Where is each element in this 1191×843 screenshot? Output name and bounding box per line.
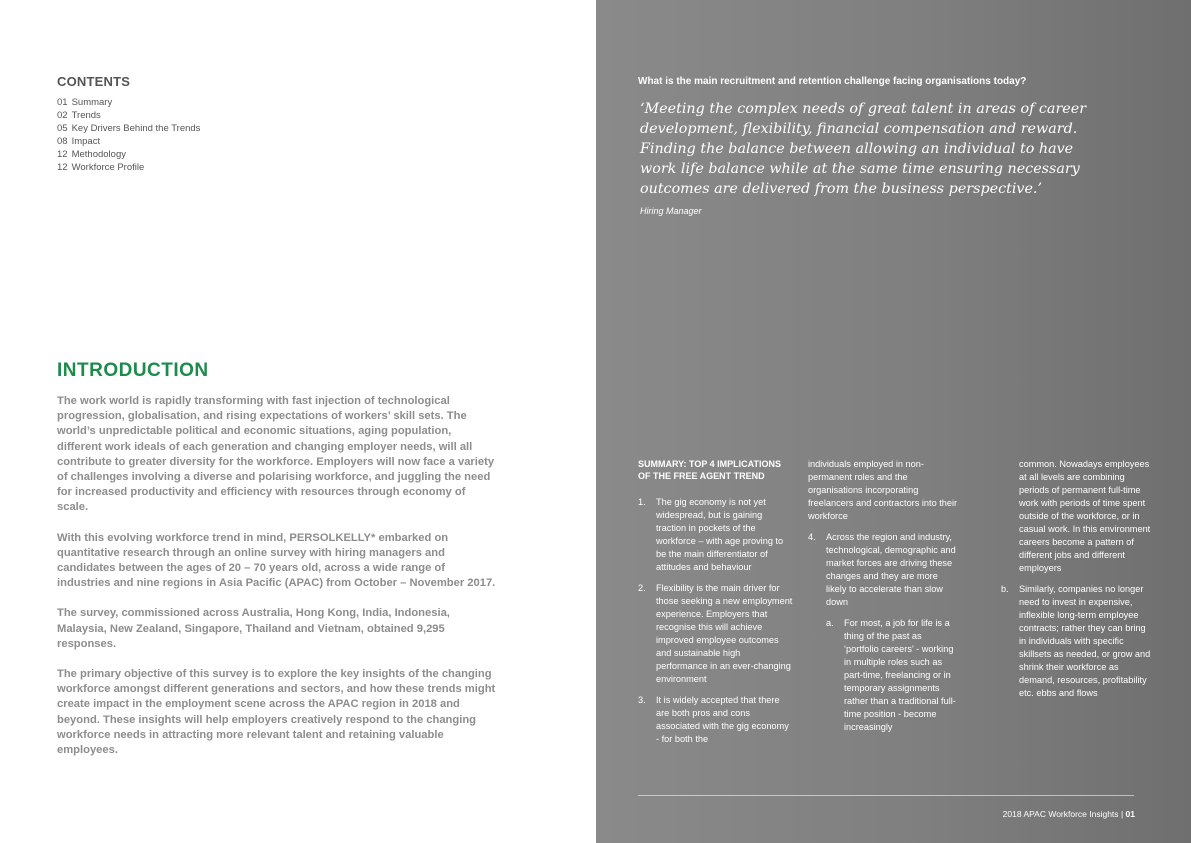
footer-separator: | xyxy=(1120,809,1124,819)
intro-paragraph: With this evolving workforce trend in mind, PERSOLKELLY* embarked on quantitative research through an online survey with hiring managers and candidates between the ages of 20 – 70 years old, across a wide range of industries and nine regions in Asia Pacific (APAC) from October – November 2017. xyxy=(57,531,496,590)
subitem-text: For most, a job for life is a thing of the past as ‘portfolio careers’ - working in multiple roles such as part-time, freelancing or in temporary assignments rather than a traditional full-time position - become increasingly xyxy=(844,618,956,732)
contents-item-label: Workforce Profile xyxy=(71,162,145,173)
pull-quote: ‘Meeting the complex needs of great talent in areas of career development, flexibility, financial compensation and reward. Finding the balance between allowing an individual to have work life balance while at the same time ensuring necessary outcomes are delivered from the business perspective.’ xyxy=(640,101,1087,197)
summary-subitem xyxy=(808,617,958,734)
item-text: Flexibility is the main driver for those seeking a new employment experience. Employers that recognise this will achieve improved employee outcomes and sustainable high performance in an ever-changing environment xyxy=(656,583,793,684)
contents-heading: CONTENTS xyxy=(57,74,131,89)
contents-item[interactable] xyxy=(57,96,200,109)
item-text: It is widely accepted that there are both pros and cons associated with the gig economy - for both the xyxy=(656,695,789,744)
contents-item[interactable] xyxy=(57,135,200,148)
item-text: The gig economy is not yet widespread, but is gaining traction in pockets of the workforce – with age proving to be the main differentiator of attitudes and behaviour xyxy=(656,497,784,572)
summary-title: SUMMARY: TOP 4 IMPLICATIONS OF THE FREE AGENT TREND xyxy=(638,459,782,481)
contents-item-label: Key Drivers Behind the Trends xyxy=(71,123,201,134)
item-text: Across the region and industry, technological, demographic and market forces are driving these changes and they are more likely to accelerate than slow down xyxy=(826,532,956,607)
summary-item xyxy=(638,694,793,746)
contents-item[interactable] xyxy=(57,122,200,135)
summary-subitem xyxy=(1001,583,1151,700)
item-number: 4. xyxy=(808,532,816,542)
contents-item[interactable] xyxy=(57,161,200,174)
summary-column-2 xyxy=(808,458,958,742)
contents-item-label: Methodology xyxy=(71,149,126,160)
item-number: 3. xyxy=(638,695,646,705)
contents-item-number: 12 xyxy=(57,149,68,160)
intro-paragraph: The survey, commissioned across Australia, Hong Kong, India, Indonesia, Malaysia, New Zealand, Singapore, Thailand and Vietnam, obtained 9,295 responses. xyxy=(57,607,450,650)
contents-item[interactable] xyxy=(57,109,200,122)
contents-list xyxy=(57,96,200,174)
contents-item-number: 12 xyxy=(57,162,68,173)
introduction-heading: INTRODUCTION xyxy=(57,360,209,381)
table-of-contents xyxy=(57,74,200,174)
footer-divider xyxy=(638,795,1134,796)
contents-item-number: 08 xyxy=(57,136,68,147)
subitem-letter: a. xyxy=(826,618,834,628)
contents-item-number: 01 xyxy=(57,97,68,108)
page-footer xyxy=(1003,809,1135,819)
subitem-letter: b. xyxy=(1001,584,1009,594)
summary-item xyxy=(808,531,958,609)
contents-item[interactable] xyxy=(57,148,200,161)
footer-title: 2018 APAC Workforce Insights xyxy=(1002,809,1119,819)
subitem-text: Similarly, companies no longer need to invest in expensive, inflexible long-term employee contracts; rather they can bring in individuals with specific skillsets as needed, or grow and shrink their workforce as demand, resources, profitability etc. ebbs and flows xyxy=(1019,584,1151,698)
summary-column-1 xyxy=(638,458,793,754)
summary-item xyxy=(638,496,793,574)
contents-item-number: 02 xyxy=(57,110,68,121)
right-page xyxy=(596,0,1191,843)
quote-question: What is the main recruitment and retention challenge facing organisations today? xyxy=(638,76,1027,87)
contents-item-number: 05 xyxy=(57,123,68,134)
introduction-body xyxy=(57,394,497,773)
page-number: 01 xyxy=(1125,809,1135,819)
subitem-continuation: common. Nowadays employees at all levels are combining periods of permanent full-time work with periods of time spent outside of the workforce, or in casual work. In this environment careers become a pattern of different jobs and different employers xyxy=(1019,459,1151,573)
summary-column-3 xyxy=(1001,458,1151,708)
intro-paragraph: The work world is rapidly transforming with fast injection of technological progression, globalisation, and rising expectations of workers’ skill sets. The world’s unpredictable political and economic situations, aging population, different work ideals of each generation and changing employer needs, will all contribute to greater diversity for the workforce. Employers will now face a variety of challenges involving a diverse and polarising workforce, and juggling the need for increased productivity and efficiency with resources through economy of scale. xyxy=(57,395,495,514)
summary-item xyxy=(638,582,793,686)
item-continuation: individuals employed in non-permanent roles and the organisations incorporating freelancers and contractors into their workforce xyxy=(808,459,958,521)
contents-item-label: Impact xyxy=(71,136,101,147)
item-number: 1. xyxy=(638,497,646,507)
contents-item-label: Summary xyxy=(71,97,113,108)
item-number: 2. xyxy=(638,583,646,593)
intro-paragraph: The primary objective of this survey is to explore the key insights of the changing workforce amongst different generations and sectors, and how these trends might create impact in the employment scene across the APAC region in 2018 and beyond. These insights will help employers creatively respond to the changing workforce needs in attracting more relevant talent and retaining valuable employees. xyxy=(57,668,496,757)
contents-item-label: Trends xyxy=(71,110,101,121)
quote-attribution: Hiring Manager xyxy=(640,206,702,216)
